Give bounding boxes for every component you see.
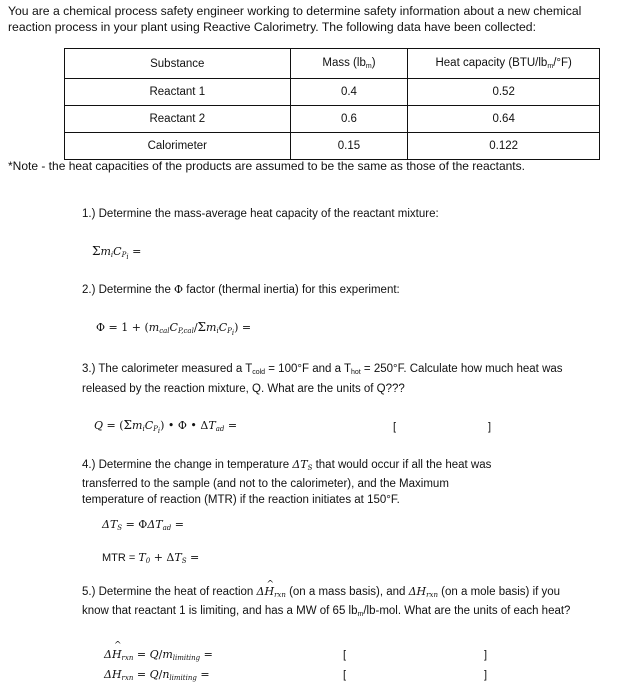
table-row [65,106,600,133]
data-table [64,48,600,160]
formula-sum-mcp: $\Sigma m_iC_{P_i}$ = [92,244,142,261]
phi-symbol: Φ [174,283,184,296]
formula-q: $Q = (\Sigma m_iC_{P_i})$ • Φ • $\Delta T_{ad}$ = [94,418,238,435]
question-2: 2.) Determine the Φ factor (thermal inertia) for this experiment: [82,283,400,296]
formula-phi: $\Phi = 1 + (m_{cal}C_{P,cal}/\Sigma m_iC_{P_i})$ = [96,320,252,337]
header-heat-capacity: Heat capacity $(BTU/lb_m/^\circ F)$ [408,49,600,79]
formula-heat-mole: $\Delta H_{rxn} = Q/n_{limiting}$ = [104,668,210,682]
formula-delta-ts: $\Delta T_S = \Phi\Delta T_{ad}$ = [102,518,184,532]
header-mass: Mass $(lb_m)$ [290,49,408,79]
question-5: 5.) Determine the heat of reaction Δ^ $H_{rxn}$ (on a mass basis), and $\Delta H_{rxn}$ (on a mole basis) if you know that reactant 1 is limiting, and has a MW of 65 $lb_m/lb$-mol. What are the units of each heat? [82,584,577,623]
cell-mass: 0.4 [290,79,408,106]
formula-heat-mass: Δ^ $H_{rxn} = Q/m_{limiting}$ = [104,648,213,662]
cell-cp: 0.64 [408,106,600,133]
units-bracket-close: ] [488,421,492,433]
cell-mass: 0.6 [290,106,408,133]
formula-mtr: MTR = $T_0 + \Delta T_S$ = [102,551,200,565]
units-bracket-open: [ [393,421,397,433]
note-text: *Note - the heat capacities of the products are assumed to be the same as those of the reactants. [8,159,525,173]
table-row [65,79,600,106]
table-row [65,133,600,160]
units-bracket-open: [ [343,669,347,681]
intro-paragraph: You are a chemical process safety engineer working to determine safety information about a new chemical reaction process in your plant using Reactive Calorimetry. The following data have been collected: [8,4,582,34]
cell-substance: Reactant 2 [65,106,291,133]
cell-mass: 0.15 [290,133,408,160]
mtr-label: MTR [102,552,126,564]
question-1: 1.) Determine the mass-average heat capacity of the reactant mixture: [82,208,439,220]
table-header-row [65,49,600,79]
units-bracket-open: [ [343,649,347,661]
question-3: 3.) The calorimeter measured a $T_{cold} = 100^\circ F$ and a $T_{hot} = 250^\circ F$. Calculate how much heat was released by the reaction mixture, Q. What are the units of Q??? [82,363,563,395]
cell-cp: 0.52 [408,79,600,106]
header-substance: Substance [65,49,291,79]
cell-cp: 0.122 [408,133,600,160]
units-bracket-close: ] [484,669,488,681]
question-4: 4.) Determine the change in temperature $\Delta T_S$ that would occur if all the heat was transferred to the sample (and not to the calorimeter), and the Maximum temperature of reaction (MTR) if the reaction initiates at 150°F. [82,458,492,506]
cell-substance: Reactant 1 [65,79,291,106]
cell-substance: Calorimeter [65,133,291,160]
units-bracket-close: ] [484,649,488,661]
